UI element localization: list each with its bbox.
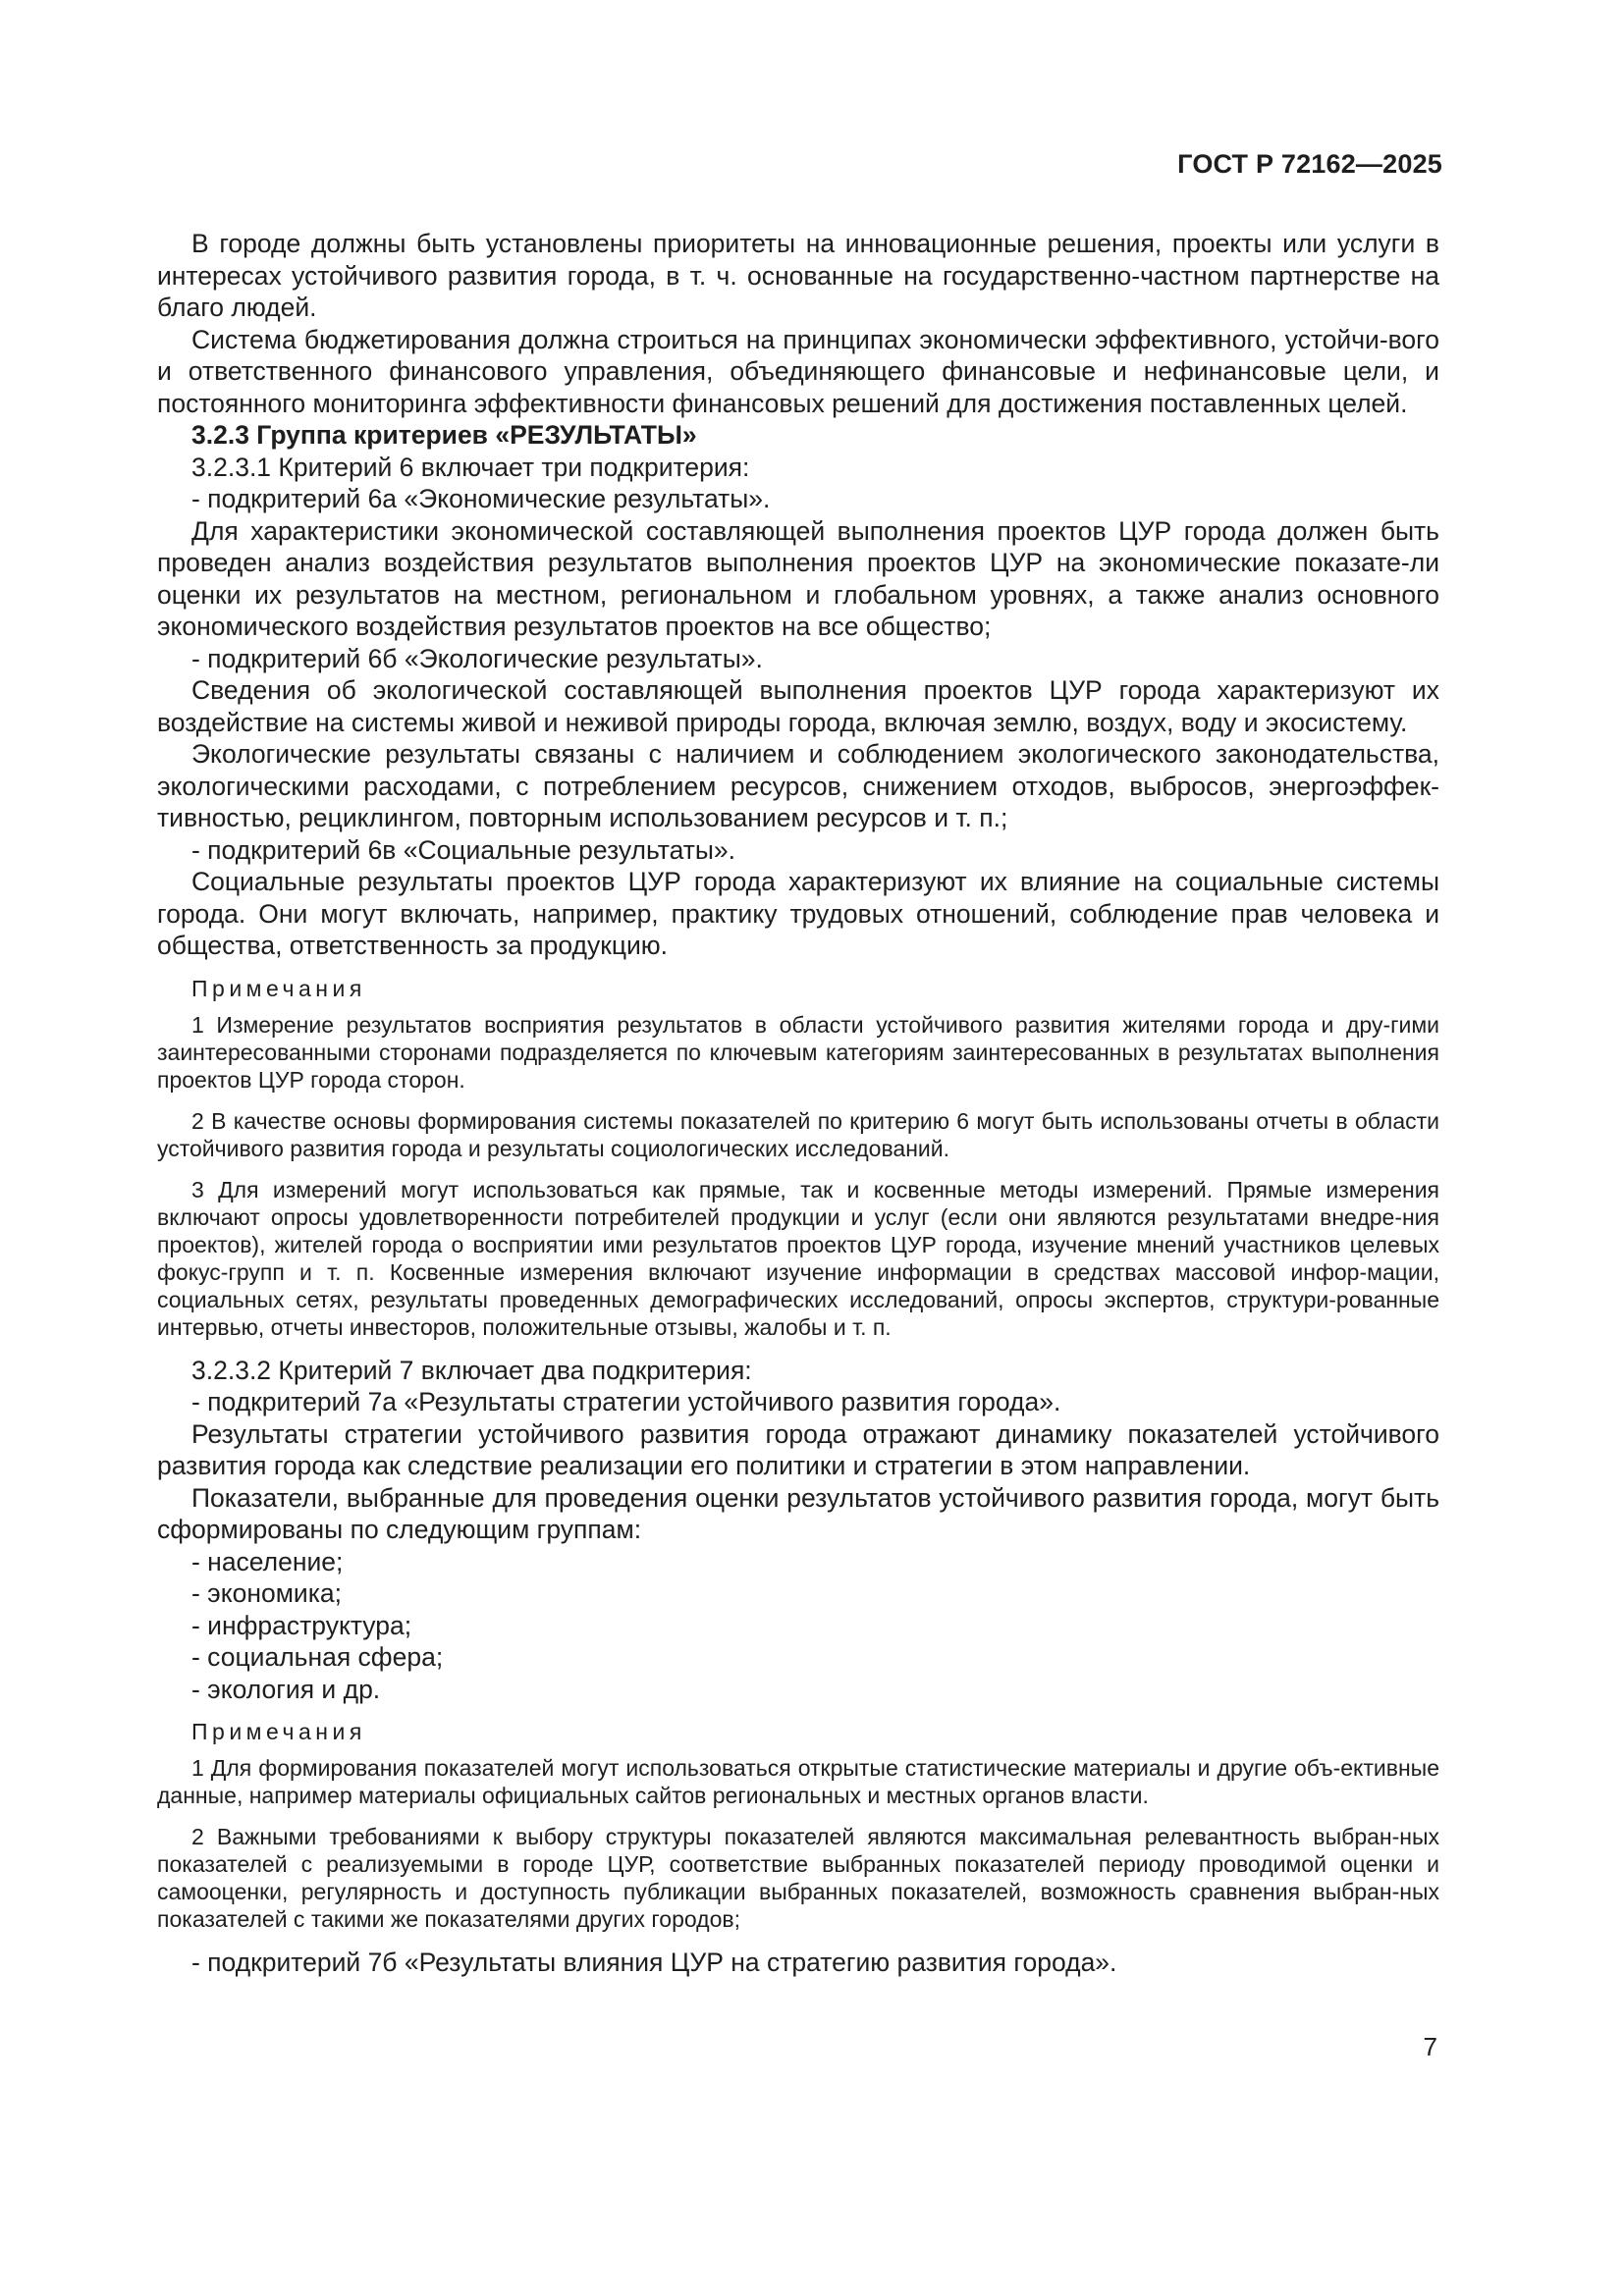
- note-1-2: 2 В качестве основы формирования системы показателей по критерию 6 могут быть использованы отчеты в области устойчивого развития города и результаты социологических исследований.: [157, 1107, 1439, 1161]
- list-item-social-sphere: - социальная сфера;: [191, 1642, 444, 1672]
- note-1-1: 1 Измерение результатов восприятия результатов в области устойчивого развития жителями города и дру-гими заинтересованными сторонами подразделяется по ключевым категориям заинтересованных в результатах выполнения проектов ЦУР города сторон.: [157, 1011, 1439, 1093]
- paragraph-priorities: В городе должны быть установлены приоритеты на инновационные решения, проекты или услуги в интересах устойчивого развития города, в т. ч. основанные на государственно-частном партнерстве на благо людей.: [157, 229, 1439, 322]
- paragraph-strategy-results: Результаты стратегии устойчивого развития города отражают динамику показателей устойчивого развития города как следствие реализации его политики и стратегии в этом направлении.: [157, 1418, 1439, 1480]
- subcriterion-6v: - подкритерий 6в «Социальные результаты».: [191, 834, 736, 865]
- list-item-economy: - экономика;: [191, 1578, 343, 1608]
- notes-title-1: Примечания: [191, 975, 366, 1001]
- page-body: [157, 228, 1439, 1979]
- subcriterion-6b: - подкритерий 6б «Экологические результаты».: [191, 643, 763, 673]
- subcriterion-7b: - подкритерий 7б «Результаты влияния ЦУР на стратегию развития города».: [191, 1948, 1117, 1977]
- paragraph-social: Социальные результаты проектов ЦУР города характеризуют их влияние на социальные системы города. Они могут включать, например, практику трудовых отношений, соблюдение прав человека и общества, ответственность за продукцию.: [157, 867, 1439, 960]
- paragraph-ecological: Сведения об экологической составляющей выполнения проектов ЦУР города характеризуют их воздействие на системы живой и неживой природы города, включая землю, воздух, воду и экосистему.: [157, 675, 1439, 737]
- note-1-3: 3 Для измерений могут использоваться как прямые, так и косвенные методы измерений. Прямые измерения включают опросы удовлетворенности потребителей продукции и услуг (если они являются результатами внедре-ния проектов), жителей города о восприятии ими результатов проектов ЦУР города, изучение мнений участников целевых фокус-групп и т. п. Косвенные измерения включают изучение информации в средствах массовой инфор-мации, социальных сетях, результаты проведенных демографических исследований, опросы экспертов, структури-рованные интервью, отчеты инвесторов, положительные отзывы, жалобы и т. п.: [157, 1176, 1439, 1340]
- list-item-population: - население;: [191, 1546, 344, 1576]
- note-2-2: 2 Важными требованиями к выбору структуры показателей являются максимальная релевантность выбран-ных показателей с реализуемыми в городе ЦУР, соответствие выбранных показателей периоду проводимой оценки и самооценки, регулярность и доступность публикации выбранных показателей, возможность сравнения выбран-ных показателей с такими же показателями других городов;: [157, 1824, 1439, 1932]
- paragraph-indicator-groups: Показатели, выбранные для проведения оценки результатов устойчивого развития города, могут быть сформированы по следующим группам:: [157, 1482, 1439, 1544]
- subcriterion-7a: - подкритерий 7а «Результаты стратегии устойчивого развития города».: [191, 1387, 1061, 1416]
- subcriterion-6a: - подкритерий 6а «Экономические результаты».: [191, 484, 771, 513]
- list-item-infrastructure: - инфраструктура;: [191, 1610, 412, 1640]
- paragraph-criterion-6: 3.2.3.1 Критерий 6 включает три подкритерия:: [191, 452, 750, 482]
- notes-title-2: Примечания: [191, 1719, 366, 1744]
- page-number: 7: [1423, 2032, 1437, 2061]
- paragraph-budgeting: Система бюджетирования должна строиться на принципах экономически эффективного, устойчи-вого и ответственного финансового управления, объединяющего финансовые и нефинансовые цели, и постоянного мониторинга эффективности финансовых решений для достижения поставленных целей.: [157, 324, 1439, 418]
- document-code-header: ГОСТ Р 72162—2025: [1177, 149, 1442, 179]
- paragraph-ecological-results: Экологические результаты связаны с наличием и соблюдением экологического законодательства, экологическими расходами, с потреблением ресурсов, снижением отходов, выбросов, энергоэффек-тивностью, рециклингом, повторным использованием ресурсов и т. п.;: [157, 739, 1439, 832]
- paragraph-criterion-7: 3.2.3.2 Критерий 7 включает два подкритерия:: [191, 1355, 752, 1385]
- note-2-1: 1 Для формирования показателей могут использоваться открытые статистические материалы и другие объ-ективные данные, например материалы официальных сайтов региональных и местных органов власти.: [157, 1755, 1439, 1808]
- list-item-ecology: - экология и др.: [191, 1674, 381, 1704]
- paragraph-economic: Для характеристики экономической составляющей выполнения проектов ЦУР города должен быть проведен анализ воздействия результатов выполнения проектов ЦУР на экономические показате-ли оценки их результатов на местном, региональном и глобальном уровнях, а также анализ основного экономического воздействия результатов проектов на все общество;: [157, 515, 1439, 641]
- section-heading-results: 3.2.3 Группа критериев «РЕЗУЛЬТАТЫ»: [191, 420, 697, 450]
